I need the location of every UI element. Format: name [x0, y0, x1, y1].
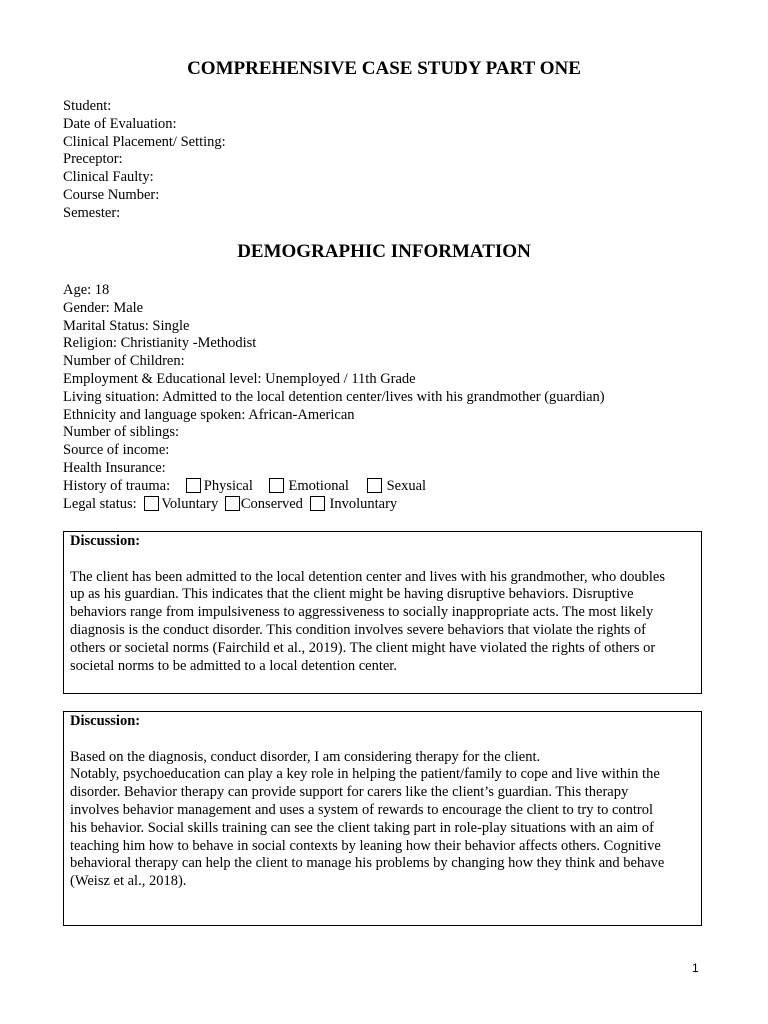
page-number: 1 [692, 961, 699, 975]
field-student: Student: [63, 98, 112, 114]
trauma-option-physical [186, 478, 253, 496]
trauma-physical-checkbox[interactable] [186, 478, 201, 493]
field-ethnicity-language: Ethnicity and language spoken: African-American [63, 406, 355, 423]
field-health-insurance: Health Insurance: [63, 459, 166, 476]
trauma-sexual-checkbox[interactable] [367, 478, 382, 493]
trauma-emotional-checkbox[interactable] [269, 478, 284, 493]
field-living-situation: Living situation: Admitted to the local detention center/lives with his grandmother (guardian) [63, 388, 605, 405]
trauma-option-emotional [269, 478, 349, 496]
discussion-1-line: behaviors range from impulsiveness to aggressiveness to socially inappropriate acts. The most likely [70, 604, 654, 621]
trauma-row [63, 478, 723, 496]
discussion-1-line: The client has been admitted to the local detention center and lives with his grandmother, who doubles [70, 568, 665, 585]
trauma-option-sexual [367, 478, 426, 496]
legal-status-label: Legal status: [63, 495, 137, 512]
legal-option-involuntary [310, 496, 398, 514]
header-fields [63, 98, 723, 223]
discussion-1-label: Discussion: [70, 533, 141, 549]
legal-voluntary-label: Voluntary [161, 495, 219, 512]
trauma-label: History of trauma: [63, 477, 171, 494]
discussion-2-label: Discussion: [70, 713, 141, 729]
legal-involuntary-label: Involuntary [329, 495, 398, 512]
field-clinical-placement: Clinical Placement/ Setting: [63, 133, 226, 150]
section-title-demographic: DEMOGRAPHIC INFORMATION [237, 241, 531, 262]
page-title: COMPREHENSIVE CASE STUDY PART ONE [187, 58, 581, 79]
discussion-1-line: up as his guardian. This indicates that the client might be having disruptive behaviors. Disruptive [70, 586, 634, 603]
discussion-2-line: (Weisz et al., 2018). [70, 873, 187, 890]
discussion-2-text [70, 749, 695, 891]
field-religion: Religion: Christianity -Methodist [63, 335, 257, 352]
field-source-of-income: Source of income: [63, 442, 170, 459]
discussion-2-line: teaching him how to behave in social contexts by leaning how their behavior affects others. Cognitive [70, 837, 661, 854]
discussion-1-text [70, 569, 695, 676]
discussion-box-1 [63, 531, 702, 694]
field-number-of-children: Number of Children: [63, 353, 185, 370]
field-clinical-faculty: Clinical Faulty: [63, 169, 154, 186]
discussion-2-line: involves behavior management and uses a system of rewards to encourage the client to try to control [70, 801, 654, 818]
discussion-2-line: behavioral therapy can help the client to manage his problems by changing how they think and behave [70, 855, 665, 872]
legal-conserved-checkbox[interactable] [225, 496, 240, 511]
field-employment-education: Employment & Educational level: Unemployed / 11th Grade [63, 370, 416, 387]
field-preceptor: Preceptor: [63, 151, 123, 168]
field-semester: Semester: [63, 204, 121, 221]
discussion-1-line: societal norms to be admitted to a local detention center. [70, 657, 397, 674]
field-number-of-siblings: Number of siblings: [63, 424, 179, 441]
field-age: Age: 18 [63, 282, 110, 298]
discussion-2-line: his behavior. Social skills training can see the client taking part in role-play situations with an aim of [70, 819, 654, 836]
field-course-number: Course Number: [63, 186, 160, 203]
legal-status-row [63, 496, 723, 514]
discussion-box-2 [63, 711, 702, 926]
legal-involuntary-checkbox[interactable] [310, 496, 325, 511]
discussion-1-line: others or societal norms (Fairchild et al., 2019). The client might have violated the rights of others or [70, 639, 656, 656]
field-gender: Gender: Male [63, 299, 144, 316]
demographic-fields [63, 282, 723, 513]
discussion-2-line: disorder. Behavior therapy can provide support for carers like the client’s guardian. This therapy [70, 784, 629, 801]
legal-conserved-label: Conserved [240, 495, 303, 512]
field-marital-status: Marital Status: Single [63, 317, 190, 334]
trauma-sexual-label: Sexual [386, 477, 427, 494]
legal-option-conserved [225, 496, 303, 514]
discussion-2-line: Notably, psychoeducation can play a key role in helping the patient/family to cope and live within the [70, 766, 660, 783]
trauma-physical-label: Physical [203, 477, 253, 494]
discussion-2-line: Based on the diagnosis, conduct disorder, I am considering therapy for the client. [70, 748, 541, 765]
discussion-1-line: diagnosis is the conduct disorder. This condition involves severe behaviors that violate the rights of [70, 621, 646, 638]
trauma-emotional-label: Emotional [288, 477, 349, 494]
field-date-of-evaluation: Date of Evaluation: [63, 115, 177, 132]
legal-voluntary-checkbox[interactable] [144, 496, 159, 511]
legal-option-voluntary [144, 496, 218, 514]
